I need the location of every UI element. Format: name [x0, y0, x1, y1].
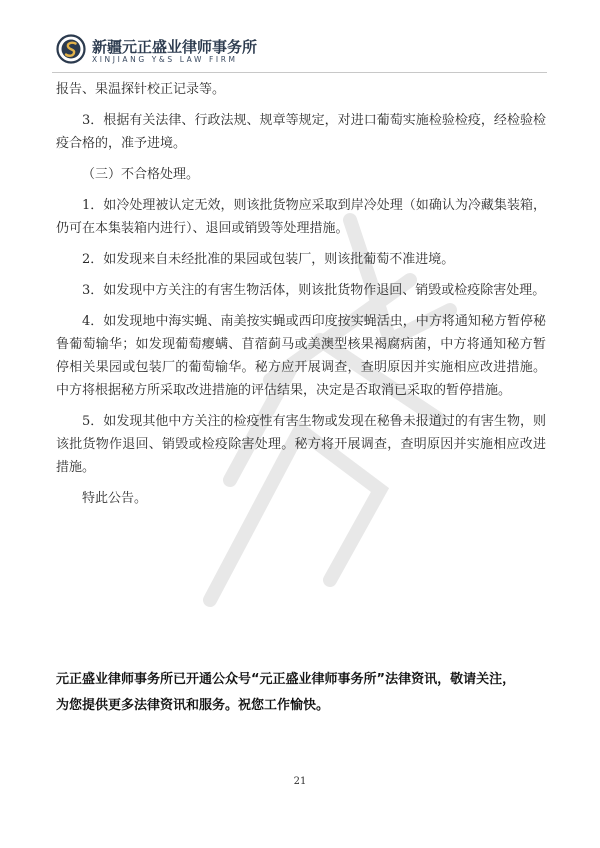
- document-body: [56, 78, 546, 510]
- paragraph: 3．根据有关法律、行政法规、规章等规定，对进口葡萄实施检验检疫，经检验检疫合格的，准予进境。: [56, 113, 546, 151]
- law-firm-logo-icon: [56, 34, 86, 64]
- firm-name: 新疆元正盛业律师事务所: [92, 38, 258, 56]
- notice-line: 为您提供更多法律资讯和服务。祝您工作愉快。: [56, 698, 330, 713]
- paragraph: 3．如发现中方关注的有害生物活体，则该批货物作退回、销毁或检疫除害处理。: [82, 283, 546, 298]
- paragraph: 2．如发现来自未经批准的果园或包装厂，则该批葡萄不准进境。: [82, 252, 455, 267]
- header-divider: [52, 72, 547, 73]
- paragraph: 4．如发现地中海实蝇、南美按实蝇或西印度按实蝇活虫，中方将通知秘方暂停秘鲁葡萄输华；如发现葡萄瘿螨、苜蓿蓟马或美澳型核果褐腐病菌，中方将通知秘方暂停相关果园或包装厂的葡萄输华。秘方应开展调查，查明原因并实施相应改进措施。中方将根据秘方所采取改进措施的评估结果，决定是否取消已采取的暂停措施。: [56, 314, 546, 398]
- paragraph: 1．如冷处理被认定无效，则该批货物应采取到岸冷处理（如确认为冷藏集装箱，仍可在本集装箱内进行）、退回或销毁等处理措施。: [56, 198, 546, 236]
- page-number: 21: [293, 776, 307, 787]
- closing-statement: 特此公告。: [82, 491, 148, 506]
- notice-line: 元正盛业律师事务所已开通公众号“元正盛业律师事务所”法律资讯，敬请关注，: [56, 672, 516, 687]
- section-heading: （三）不合格处理。: [82, 167, 200, 182]
- firm-name-en: XINJIANG Y&S LAW FIRM: [92, 55, 238, 64]
- paragraph: 报告、果温探针校正记录等。: [56, 82, 226, 97]
- subscription-notice: [56, 667, 550, 719]
- paragraph: 5．如发现其他中方关注的检疫性有害生物或发现在秘鲁未报道过的有害生物，则该批货物作退回、销毁或检疫除害处理。秘方将开展调查，查明原因并实施相应改进措施。: [56, 414, 546, 475]
